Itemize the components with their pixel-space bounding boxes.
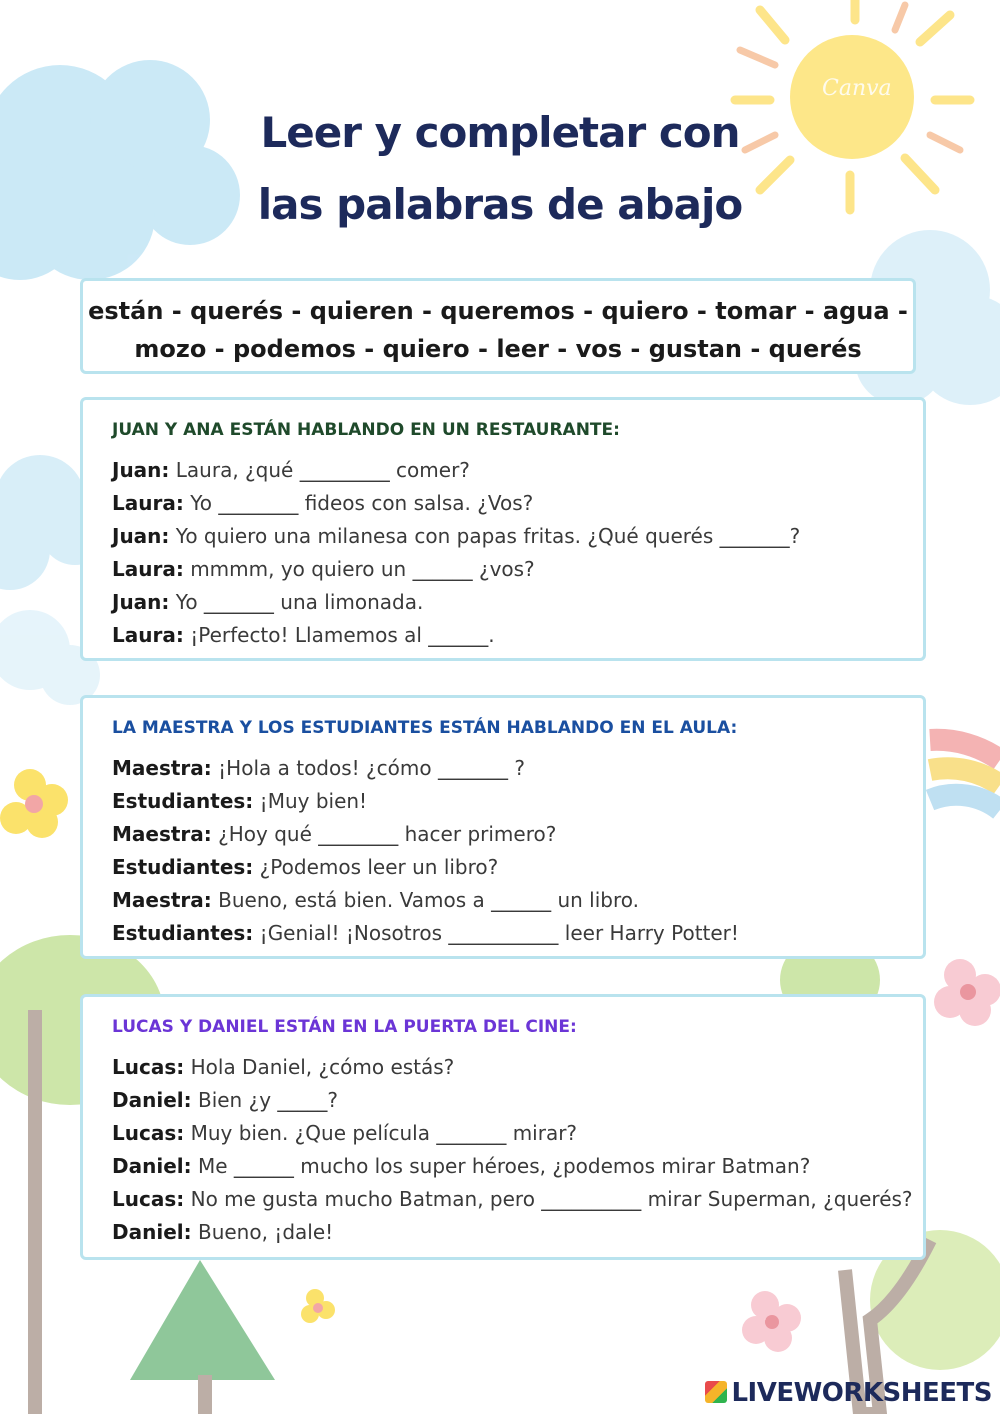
word-bank-line-2: mozo - podemos - quiero - leer - vos - gustan - querés [134,335,862,363]
line-text: Bueno, ¡dale! [191,1220,334,1244]
line-text[interactable]: Yo ________ fideos con salsa. ¿Vos? [183,491,534,515]
line-text[interactable]: ¡Perfecto! Llamemos al ______. [183,623,495,647]
flower-right [934,959,1000,1026]
speaker: Juan: [112,458,170,482]
dialogue-line [112,1150,923,1183]
dialogue-line [112,1216,923,1249]
dialogue-line [112,454,923,487]
line-text: ¡Muy bien! [253,789,368,813]
speaker: Juan: [112,524,170,548]
sun-icon [735,0,970,210]
canva-watermark: Canva [822,76,892,101]
word-bank [80,278,916,374]
line-text[interactable]: ¿Hoy qué ________ hacer primero? [211,822,557,846]
page-title-line-2: las palabras de abajo [257,180,743,229]
logo-text: LIVEWORKSHEETS [731,1378,992,1408]
flower-small [301,1289,335,1323]
dialogue-line [112,785,923,818]
dialogue-line [112,586,923,619]
line-text[interactable]: Bueno, está bien. Vamos a ______ un libro. [211,888,640,912]
dialogue-line [112,487,923,520]
dialogue-line [112,1183,923,1216]
speaker: Estudiantes: [112,855,254,879]
liveworksheets-logo[interactable] [705,1378,992,1408]
page-title-line-1: Leer y completar con [260,108,740,157]
pine-tree [130,1260,275,1414]
flower-left [0,769,68,838]
line-text[interactable]: Laura, ¿qué _________ comer? [169,458,470,482]
dialogue-line [112,818,923,851]
line-text[interactable]: ¡Hola a todos! ¿cómo _______ ? [211,756,525,780]
dialogue-line [112,553,923,586]
dialogue-line [112,917,923,950]
speaker: Estudiantes: [112,921,254,945]
line-text[interactable]: Muy bien. ¿Que película _______ mirar? [184,1121,578,1145]
speaker: Laura: [112,557,184,581]
cloud-top-left [0,60,240,280]
line-text[interactable]: mmmm, yo quiero un ______ ¿vos? [183,557,535,581]
speaker: Laura: [112,491,184,515]
speaker: Daniel: [112,1088,192,1112]
speaker: Daniel: [112,1154,192,1178]
word-bank-line-1: están - querés - quieren - queremos - quiero - tomar - agua - [88,297,908,325]
line-text: ¿Podemos leer un libro? [253,855,499,879]
speaker: Laura: [112,623,184,647]
dialogue-line [112,520,923,553]
speaker: Estudiantes: [112,789,254,813]
speaker: Maestra: [112,822,212,846]
dialogue-line [112,1084,923,1117]
section-heading: LA MAESTRA Y LOS ESTUDIANTES ESTÁN HABLANDO EN EL AULA: [112,718,738,738]
flower-bottom [742,1291,801,1352]
line-text[interactable]: No me gusta mucho Batman, pero __________ mirar Superman, ¿querés? [184,1187,913,1211]
dialogue-card-cinema [80,994,926,1260]
speaker: Lucas: [112,1187,185,1211]
dialogue-card-restaurant [80,397,926,661]
speaker: Maestra: [112,756,212,780]
section-heading: LUCAS Y DANIEL ESTÁN EN LA PUERTA DEL CINE: [112,1017,577,1037]
line-text[interactable]: Me ______ mucho los super héroes, ¿podemos mirar Batman? [191,1154,811,1178]
speaker: Lucas: [112,1121,185,1145]
dialogue-line [112,1117,923,1150]
liveworksheets-logo-icon [705,1381,727,1403]
speaker: Daniel: [112,1220,192,1244]
dialogue-line [112,619,923,652]
dialogue-line [112,851,923,884]
dialogue-card-classroom [80,695,926,959]
speaker: Lucas: [112,1055,185,1079]
line-text[interactable]: Yo quiero una milanesa con papas fritas. ¿Qué querés _______? [169,524,801,548]
speaker: Maestra: [112,888,212,912]
speaker: Juan: [112,590,170,614]
line-text[interactable]: ¡Genial! ¡Nosotros ___________ leer Harry Potter! [253,921,739,945]
line-text[interactable]: Yo _______ una limonada. [169,590,424,614]
line-text: Hola Daniel, ¿cómo estás? [184,1055,455,1079]
section-heading: JUAN Y ANA ESTÁN HABLANDO EN UN RESTAURANTE: [112,420,620,440]
dialogue-line [112,752,923,785]
rainbow [930,740,1000,810]
line-text[interactable]: Bien ¿y _____? [191,1088,339,1112]
dialogue-line [112,1051,923,1084]
dialogue-line [112,884,923,917]
